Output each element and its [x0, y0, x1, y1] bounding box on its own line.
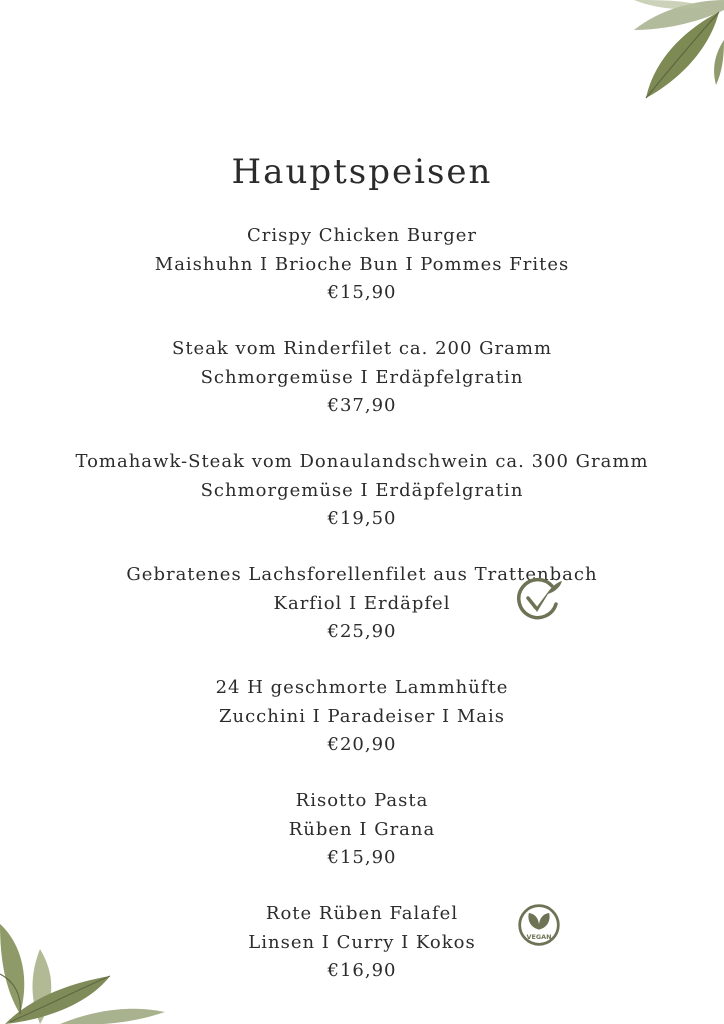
dish-name: 24 H geschmorte Lammhüfte	[215, 677, 509, 698]
vegan-label: VEGAN	[526, 932, 552, 941]
page-title: Hauptspeisen	[231, 152, 493, 192]
dish-price: €19,50	[327, 508, 397, 529]
leaf-decoration-top	[574, 0, 724, 110]
menu-item	[0, 335, 724, 448]
dish-name: Gebratenes Lachsforellenfilet aus Trattenbach	[126, 564, 598, 585]
dish-sides: Linsen I Curry I Kokos	[248, 931, 476, 953]
menu-item	[0, 900, 724, 1013]
dish-price: €25,90	[327, 621, 397, 642]
dish-sides: Schmorgemüse I Erdäpfelgratin	[200, 479, 524, 501]
dish-price: €16,90	[327, 960, 397, 981]
menu-item	[0, 787, 724, 900]
dish-sides: Schmorgemüse I Erdäpfelgratin	[200, 366, 524, 388]
menu-item	[0, 561, 724, 674]
menu-list	[0, 222, 724, 1013]
dish-price: €37,90	[327, 395, 397, 416]
dish-price: €15,90	[327, 847, 397, 868]
dish-sides: Karfiol I Erdäpfel	[273, 592, 451, 614]
menu-item	[0, 674, 724, 787]
vegetarian-icon	[514, 576, 564, 622]
dish-price: €15,90	[327, 282, 397, 303]
dish-name: Crispy Chicken Burger	[246, 225, 478, 246]
dish-sides: Maishuhn I Brioche Bun I Pommes Frites	[154, 253, 570, 275]
dish-price: €20,90	[327, 734, 397, 755]
dish-name: Risotto Pasta	[295, 790, 429, 811]
dish-sides: Zucchini I Paradeiser I Mais	[218, 705, 506, 727]
vegan-icon	[514, 902, 564, 948]
dish-name: Tomahawk-Steak vom Donaulandschwein ca. 300 Gramm	[75, 451, 649, 472]
dish-name: Steak vom Rinderfilet ca. 200 Gramm	[171, 338, 553, 359]
dish-sides: Rüben I Grana	[288, 818, 436, 840]
menu-item	[0, 222, 724, 335]
menu-item	[0, 448, 724, 561]
dish-name: Rote Rüben Falafel	[265, 903, 459, 924]
